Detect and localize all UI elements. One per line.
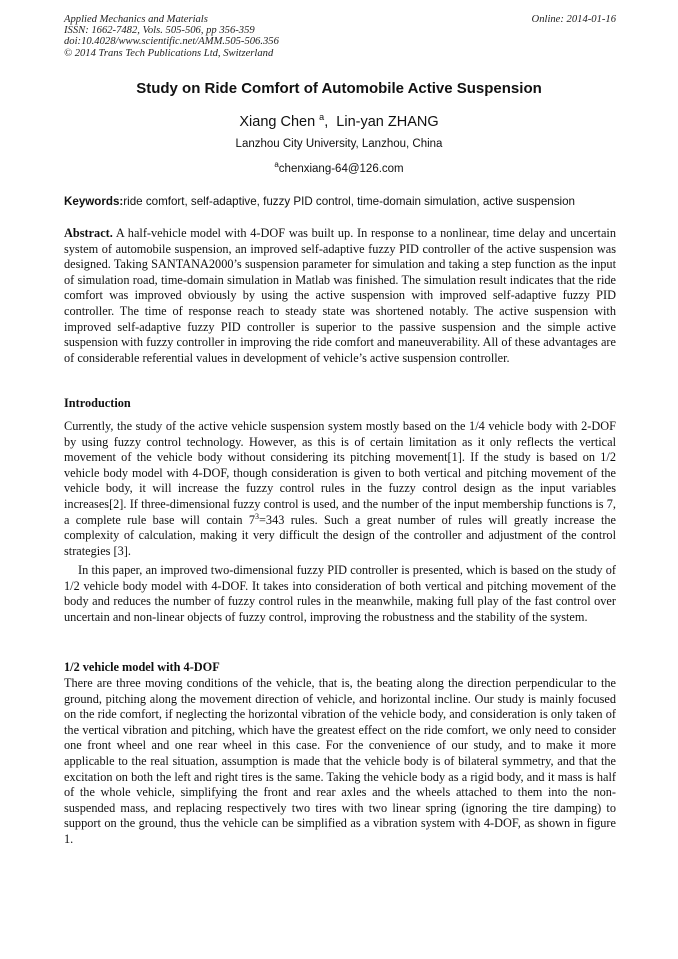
keywords [64,195,616,208]
email-marker: a [274,160,279,169]
author-separator: , [324,113,329,130]
model-section-paragraph-1: There are three moving conditions of the vehicle, that is, the beating along the direction perpendicular to the ground, pitching along the movement direction of vehicle, and horizontal incline. Our study is mainly focused on the ride comfort, if neglecting the horizontal vibration of the vehicle body, and consideration is only taken of the vertical vibration and pitching, which have the greatest effect on the ride comfort, we only need to consider one front wheel and one rear wheel in this case. For the convenience of our study, and to make it more applicable to the real situation, assumption is made that the vehicle body is of bilateral symmetry, and that the excitation on both the left and right tires is the same. Taking the vehicle body as a rigid body, and it mass is half of the whole vehicle, simplifying the front and rear axles and the wheels attached to them into the non-suspended mass, and replacing respectively two tires with two linear spring (ignoring the tire damping) to support on the ground, thus the vehicle can be simplified as a vibration system with 4-DOF, as shown in figure 1. [64,676,616,846]
email-address: chenxiang-64@126.com [278,162,404,175]
author-1-marker: a [319,112,325,122]
paper-title: Study on Ride Comfort of Automobile Active Suspension [136,80,542,97]
abstract-text: A half-vehicle model with 4-DOF was built up. In response to a nonlinear, time delay and uncertain system of automobile suspension, an improved self-adaptive fuzzy PID controller of the active suspension was designed. Taking SANTANA2000’s suspension parameter for simulation and taking a step function as the input of simulation road, time-domain simulation in Matlab was finished. The simulation result indicates that the ride comfort was improved obviously by using the active suspension with improved self-adaptive fuzzy PID controller. The time of response reach to steady state was shortened notably. The active suspension with improved self-adaptive fuzzy PID controller is superior to the passive suspension and the simple active suspension with fuzzy controller in improving the ride comfort and maneuverability. All of these advantages are of considerable referential values in development of vehicle’s active suspension controller. [64,226,616,365]
email-line [0,160,678,175]
affiliation: Lanzhou City University, Lanzhou, China [235,138,443,150]
journal-name: Applied Mechanics and Materials [64,14,208,25]
journal-header [64,14,616,59]
keywords-text: ride comfort, self-adaptive, fuzzy PID control, time-domain simulation, active suspension [123,195,575,208]
abstract [64,226,616,366]
abstract-label: Abstract. [64,226,113,240]
introduction-paragraph-2: In this paper, an improved two-dimensional fuzzy PID controller is presented, which is based on the study of 1/2 vehicle body model with 4-DOF. It takes into consideration of both vertical and pitching movement of the body and reduces the number of fuzzy control rules in the meanwhile, making full play of the fast control over uncertain and non-linear objects of fuzzy control, improving the robustness and the stability of the system. [64,563,616,624]
author-line [0,112,678,130]
doi-line: doi:10.4028/www.scientific.net/AMM.505-506.356 [64,36,279,48]
copyright-line: © 2014 Trans Tech Publications Ltd, Switzerland [64,47,274,59]
author-1: Xiang Chen [239,113,316,130]
intro-p1-part-a: Currently, the study of the active vehicle suspension system mostly based on the 1/4 vehicle body with 2-DOF by using fuzzy control technology. However, as this is of certain limitation as it only reflects the vertical movement of the vehicle body without considering its pitching movement[1]. If the study is based on 1/2 vehicle body model with 4-DOF, though consideration is given to both vertical and pitching movement of the vehicle body, it will increase the fuzzy control rules in the fuzzy control design as the input variables increases[2]. If three-dimensional fuzzy control is used, and the number of the input membership functions is 7, a complete rule base will contain 7 [64,419,616,527]
issn-line: ISSN: 1662-7482, Vols. 505-506, pp 356-359 [64,25,255,37]
intro-p1-exponent: 3 [255,511,259,521]
intro-p1-part-b: =343 rules. Such a great number of rules will greatly increase the complexity of calculation, making it very difficult the design of the controller and adjustment of the control strategies [3]. [64,512,616,558]
model-section-heading: 1/2 vehicle model with 4-DOF [64,660,220,674]
online-date: Online: 2014-01-16 [531,14,616,25]
author-2: Lin-yan ZHANG [336,113,439,130]
keywords-label: Keywords: [64,195,124,208]
introduction-paragraph-1 [64,419,616,559]
introduction-heading: Introduction [64,396,131,410]
